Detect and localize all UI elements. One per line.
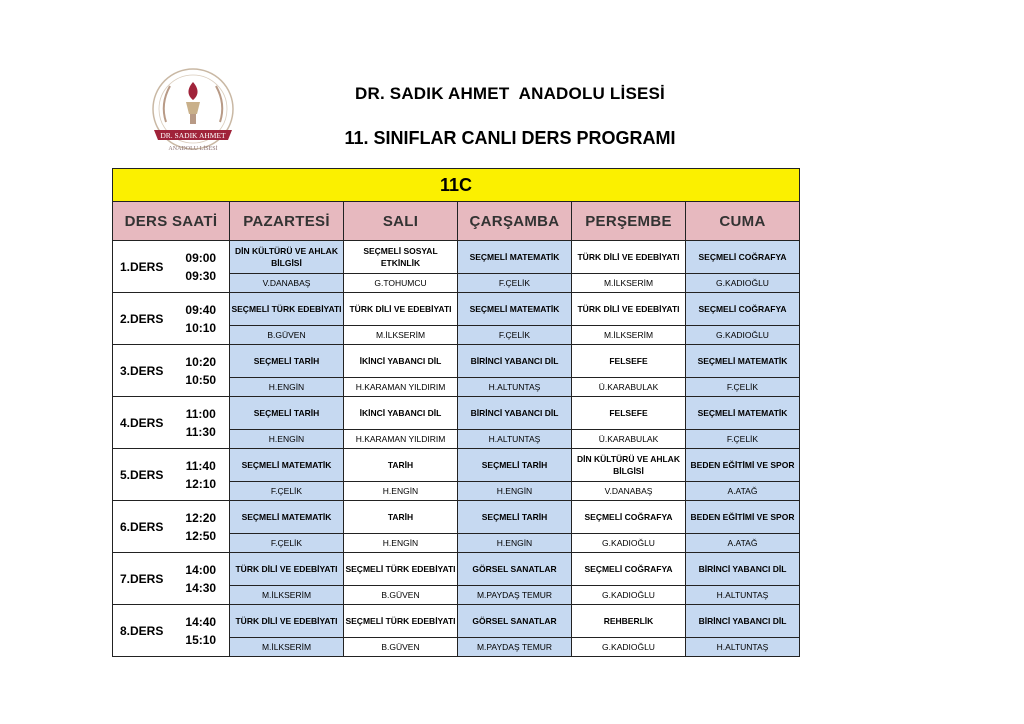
lesson-row	[113, 345, 800, 378]
subject-cell: BİRİNCİ YABANCI DİL	[458, 397, 572, 430]
teacher-cell: G.KADIOĞLU	[686, 326, 800, 345]
subject-cell: SEÇMELİ COĞRAFYA	[686, 293, 800, 326]
lesson-end: 12:50	[185, 528, 217, 543]
class-name: 11C	[113, 169, 800, 202]
subject-cell: SEÇMELİ COĞRAFYA	[572, 553, 686, 586]
subject-cell: TÜRK DİLİ VE EDEBİYATI	[572, 241, 686, 274]
teacher-cell: M.İLKSERİM	[230, 638, 344, 657]
lesson-row	[113, 449, 800, 482]
lesson-label: 4.DERS	[113, 397, 173, 449]
lesson-end: 11:30	[185, 424, 216, 439]
teacher-cell: H.ENGİN	[230, 430, 344, 449]
lesson-end: 15:10	[185, 632, 217, 647]
teacher-cell: F.ÇELİK	[458, 274, 572, 293]
subject-cell: İKİNCİ YABANCI DİL	[344, 397, 458, 430]
subject-cell: SEÇMELİ TARİH	[458, 449, 572, 482]
teacher-cell: F.ÇELİK	[230, 534, 344, 553]
subject-cell: SEÇMELİ TARİH	[230, 345, 344, 378]
subject-cell: TÜRK DİLİ VE EDEBİYATI	[230, 605, 344, 638]
teacher-cell: B.GÜVEN	[230, 326, 344, 345]
school-name: DR. SADIK AHMET ANADOLU LİSESİ	[354, 84, 665, 103]
lesson-start: 09:00	[185, 250, 217, 265]
lesson-start: 14:40	[185, 614, 217, 629]
lesson-end: 14:30	[185, 580, 217, 595]
teacher-cell: M.İLKSERİM	[230, 586, 344, 605]
day-header: SALI	[344, 202, 458, 241]
teacher-cell: H.ALTUNTAŞ	[686, 586, 800, 605]
teacher-cell: H.ALTUNTAŞ	[458, 430, 572, 449]
schedule-body	[113, 241, 800, 657]
lesson-end: 12:10	[185, 476, 217, 491]
teacher-cell: H.ALTUNTAŞ	[686, 638, 800, 657]
lesson-label: 3.DERS	[113, 345, 173, 397]
day-header: CUMA	[686, 202, 800, 241]
subject-cell: SEÇMELİ MATEMATİK	[458, 241, 572, 274]
day-header: PAZARTESİ	[230, 202, 344, 241]
teacher-cell: G.KADIOĞLU	[572, 586, 686, 605]
subject-cell: BEDEN EĞİTİMİ VE SPOR	[686, 501, 800, 534]
teacher-cell: H.ALTUNTAŞ	[458, 378, 572, 397]
lesson-row	[113, 553, 800, 586]
teacher-cell: H.KARAMAN YILDIRIM	[344, 378, 458, 397]
subject-cell: SEÇMELİ SOSYAL ETKİNLİK	[344, 241, 458, 274]
schedule-table	[112, 168, 800, 657]
lesson-row	[113, 293, 800, 326]
subject-cell: SEÇMELİ MATEMATİK	[458, 293, 572, 326]
lesson-time	[173, 293, 230, 345]
teacher-cell: G.TOHUMCU	[344, 274, 458, 293]
school-logo	[146, 64, 240, 162]
subject-cell: SEÇMELİ TARİH	[230, 397, 344, 430]
subject-cell: SEÇMELİ MATEMATİK	[686, 397, 800, 430]
teacher-cell: H.ENGİN	[230, 378, 344, 397]
lesson-start: 11:00	[185, 406, 216, 421]
lesson-label: 5.DERS	[113, 449, 173, 501]
teacher-cell: Ü.KARABULAK	[572, 430, 686, 449]
lesson-start: 11:40	[185, 458, 216, 473]
lesson-time	[173, 553, 230, 605]
subject-cell: DİN KÜLTÜRÜ VE AHLAK BİLGİSİ	[230, 241, 344, 274]
teacher-cell: M.İLKSERİM	[572, 274, 686, 293]
subject-cell: TÜRK DİLİ VE EDEBİYATI	[344, 293, 458, 326]
teacher-cell: V.DANABAŞ	[572, 482, 686, 501]
lesson-row	[113, 605, 800, 638]
teacher-cell: B.GÜVEN	[344, 586, 458, 605]
teacher-cell: H.ENGİN	[458, 534, 572, 553]
lesson-time	[173, 605, 230, 657]
lesson-start: 09:40	[185, 302, 217, 317]
subject-cell: TARİH	[344, 449, 458, 482]
teacher-cell: G.KADIOĞLU	[572, 638, 686, 657]
teacher-cell: M.PAYDAŞ TEMUR	[458, 638, 572, 657]
teacher-cell: H.ENGİN	[458, 482, 572, 501]
lesson-time	[173, 449, 230, 501]
lesson-label: 7.DERS	[113, 553, 173, 605]
subject-cell: SEÇMELİ TÜRK EDEBİYATI	[344, 553, 458, 586]
subject-cell: TARİH	[344, 501, 458, 534]
teacher-cell: G.KADIOĞLU	[572, 534, 686, 553]
subject-cell: TÜRK DİLİ VE EDEBİYATI	[572, 293, 686, 326]
lesson-start: 12:20	[185, 510, 217, 525]
teacher-cell: H.KARAMAN YILDIRIM	[344, 430, 458, 449]
subject-cell: BİRİNCİ YABANCI DİL	[686, 605, 800, 638]
subject-cell: BİRİNCİ YABANCI DİL	[458, 345, 572, 378]
time-header: DERS SAATİ	[113, 202, 230, 241]
teacher-cell: V.DANABAŞ	[230, 274, 344, 293]
lesson-time	[173, 397, 230, 449]
subject-cell: GÖRSEL SANATLAR	[458, 605, 572, 638]
lesson-label: 2.DERS	[113, 293, 173, 345]
teacher-cell: M.PAYDAŞ TEMUR	[458, 586, 572, 605]
subject-cell: GÖRSEL SANATLAR	[458, 553, 572, 586]
teacher-cell: G.KADIOĞLU	[686, 274, 800, 293]
teacher-cell: F.ÇELİK	[686, 378, 800, 397]
teacher-cell: M.İLKSERİM	[344, 326, 458, 345]
subject-cell: BEDEN EĞİTİMİ VE SPOR	[686, 449, 800, 482]
subject-cell: SEÇMELİ TÜRK EDEBİYATI	[344, 605, 458, 638]
subject-cell: DİN KÜLTÜRÜ VE AHLAK BİLGİSİ	[572, 449, 686, 482]
lesson-row	[113, 397, 800, 430]
lesson-end: 10:10	[185, 320, 217, 335]
lesson-time	[173, 501, 230, 553]
lesson-label: 6.DERS	[113, 501, 173, 553]
lesson-end: 10:50	[185, 372, 217, 387]
subject-cell: SEÇMELİ TARİH	[458, 501, 572, 534]
subject-cell: SEÇMELİ COĞRAFYA	[572, 501, 686, 534]
lesson-label: 1.DERS	[113, 241, 173, 293]
subject-cell: BİRİNCİ YABANCI DİL	[686, 553, 800, 586]
teacher-cell: H.ENGİN	[344, 482, 458, 501]
teacher-cell: A.ATAĞ	[686, 534, 800, 553]
lesson-end: 09:30	[185, 268, 217, 283]
page-title: 11. SINIFLAR CANLI DERS PROGRAMI	[344, 128, 676, 148]
logo-subtext: ANADOLU LİSESİ	[168, 146, 218, 152]
subject-cell: TÜRK DİLİ VE EDEBİYATI	[230, 553, 344, 586]
teacher-cell: F.ÇELİK	[686, 430, 800, 449]
subject-cell: SEÇMELİ COĞRAFYA	[686, 241, 800, 274]
subject-cell: İKİNCİ YABANCI DİL	[344, 345, 458, 378]
teacher-cell: A.ATAĞ	[686, 482, 800, 501]
lesson-start: 10:20	[185, 354, 217, 369]
subject-cell: SEÇMELİ TÜRK EDEBİYATI	[230, 293, 344, 326]
lesson-row	[113, 501, 800, 534]
teacher-cell: B.GÜVEN	[344, 638, 458, 657]
subject-cell: REHBERLİK	[572, 605, 686, 638]
lesson-time	[173, 345, 230, 397]
subject-cell: SEÇMELİ MATEMATİK	[230, 449, 344, 482]
teacher-cell: H.ENGİN	[344, 534, 458, 553]
lesson-label: 8.DERS	[113, 605, 173, 657]
subject-cell: SEÇMELİ MATEMATİK	[230, 501, 344, 534]
logo-text: DR. SADIK AHMET	[160, 131, 226, 140]
teacher-cell: F.ÇELİK	[458, 326, 572, 345]
subject-cell: SEÇMELİ MATEMATİK	[686, 345, 800, 378]
teacher-cell: M.İLKSERİM	[572, 326, 686, 345]
subject-cell: FELSEFE	[572, 345, 686, 378]
lesson-start: 14:00	[185, 562, 217, 577]
lesson-time	[173, 241, 230, 293]
day-header: ÇARŞAMBA	[458, 202, 572, 241]
lesson-row	[113, 241, 800, 274]
day-header: PERŞEMBE	[572, 202, 686, 241]
teacher-cell: F.ÇELİK	[230, 482, 344, 501]
subject-cell: FELSEFE	[572, 397, 686, 430]
teacher-cell: Ü.KARABULAK	[572, 378, 686, 397]
